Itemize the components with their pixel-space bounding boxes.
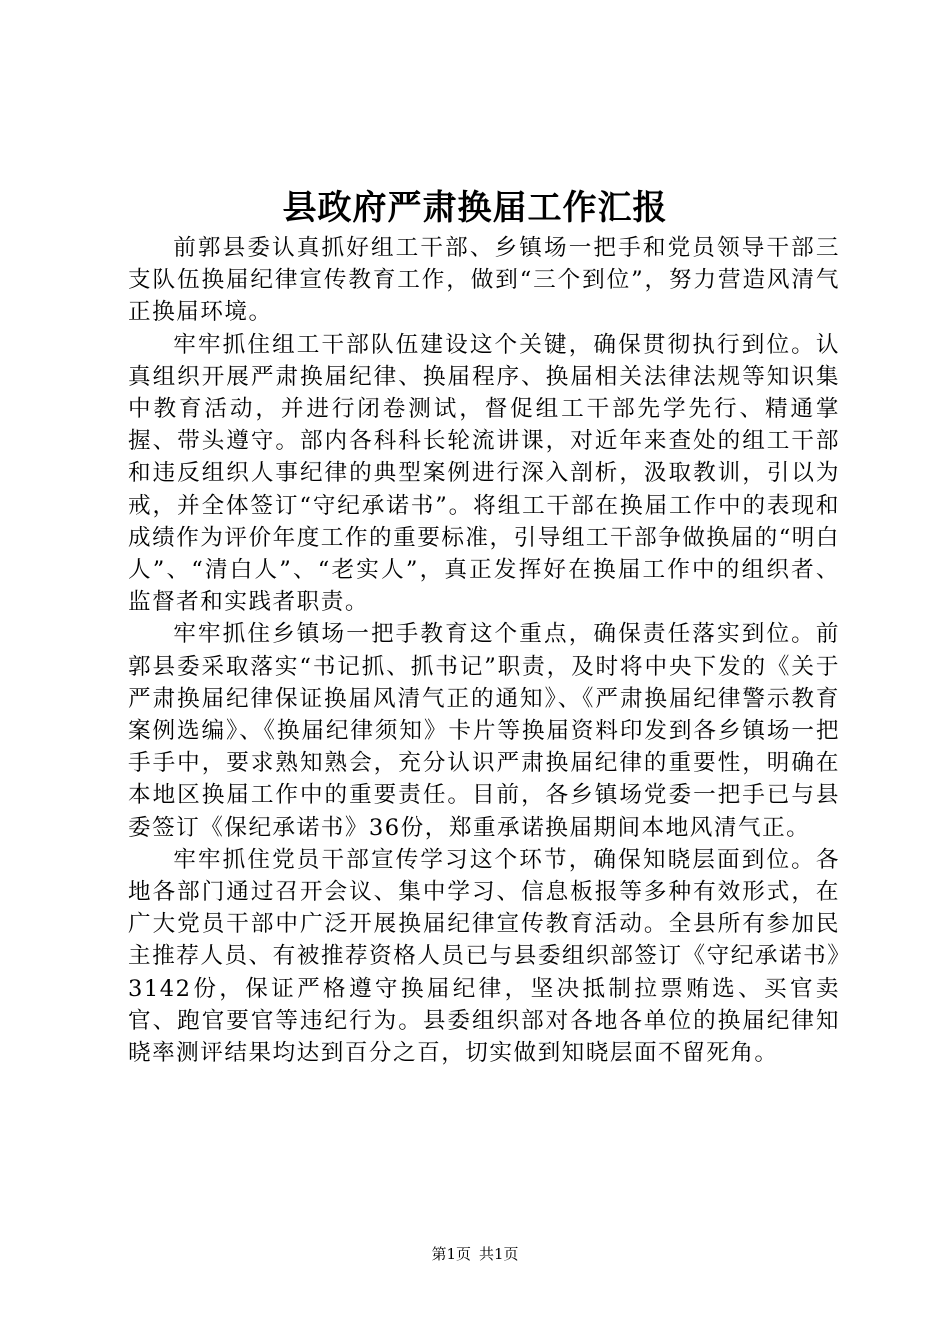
page-number: 第1页 xyxy=(431,1245,471,1263)
paragraph-cadre-team: 牢牢抓住组工干部队伍建设这个关键，确保贯彻执行到位。认真组织开展严肃换届纪律、换届程序、换届相关法律法规等知识集中教育活动，并进行闭卷测试，督促组工干部先学先行、精通掌握、带头遵守。部内各科科长轮流讲课，对近年来查处的组工干部和违反组织人事纪律的典型案例进行深入剖析，汲取教训，引以为戒，并全体签订“守纪承诺书”。将组工干部在换届工作中的表现和成绩作为评价年度工作的重要标准，引导组工干部争做换届的“明白人”、“清白人”、“老实人”，真正发挥好在换届工作中的组织者、监督者和实践者职责。 xyxy=(128,331,840,616)
page-footer xyxy=(0,1244,950,1264)
paragraph-intro: 前郭县委认真抓好组工干部、乡镇场一把手和党员领导干部三支队伍换届纪律宣传教育工作，做到“三个到位”，努力营造风清气正换届环境。 xyxy=(128,235,840,326)
paragraph-party-members: 牢牢抓住党员干部宣传学习这个环节，确保知晓层面到位。各地各部门通过召开会议、集中学习、信息板报等多种有效形式，在广大党员干部中广泛开展换届纪律宣传教育活动。全县所有参加民主推荐人员、有被推荐资格人员已与县委组织部签订《守纪承诺书》3142份，保证严格遵守换届纪律，坚决抵制拉票贿选、买官卖官、跑官要官等违纪行为。县委组织部对各地各单位的换届纪律知晓率测评结果均达到百分之百，切实做到知晓层面不留死角。 xyxy=(128,846,840,1067)
page-total: 共1页 xyxy=(479,1245,519,1263)
document-title: 县政府严肃换届工作汇报 xyxy=(282,188,668,228)
paragraph-township-leaders: 牢牢抓住乡镇场一把手教育这个重点，确保责任落实到位。前郭县委采取落实“书记抓、抓书记”职责，及时将中央下发的《关于严肃换届纪律保证换届风清气正的通知》、《严肃换届纪律警示教育案例选编》、《换届纪律须知》卡片等换届资料印发到各乡镇场一把手手中，要求熟知熟会，充分认识严肃换届纪律的重要性，明确在本地区换届工作中的重要责任。目前，各乡镇场党委一把手已与县委签订《保纪承诺书》36份，郑重承诺换届期间本地风清气正。 xyxy=(128,621,840,841)
document-body xyxy=(128,232,840,1069)
